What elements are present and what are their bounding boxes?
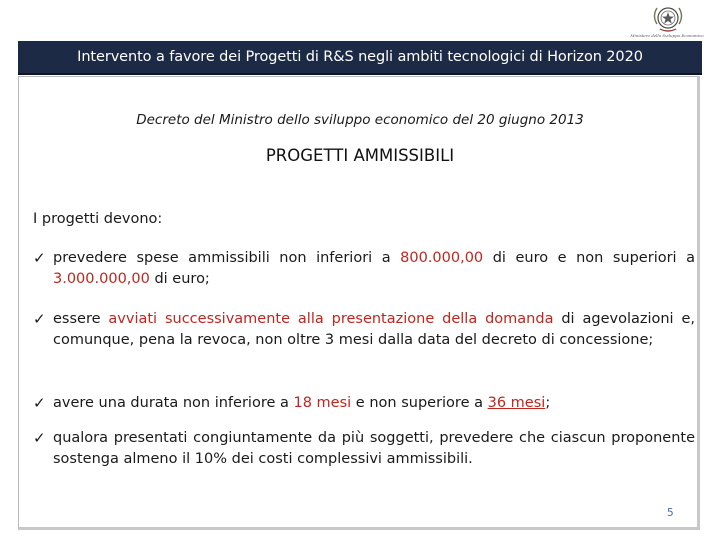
highlight-amount: 800.000,00 [400,250,484,266]
list-item-text: essere avviati successivamente alla presentazione della domanda di agevolazioni e, comunque, pena la revoca, non oltre 3 mesi dalla data del decreto di concessione; [53,311,695,348]
highlight-amount: 3.000.000,00 [53,271,150,287]
list-item-text: prevedere spese ammissibili non inferiori a 800.000,00 di euro e non superiori a 3.000.000,00 di euro; [53,250,696,287]
emblem-caption: Ministero dello Sviluppo Economico [630,33,704,38]
list-item [33,309,695,351]
checkmark-icon: ✓ [33,429,46,447]
checkmark-icon: ✓ [33,310,46,328]
highlight-duration: 18 mesi [293,395,352,411]
intro-text: I progetti devono: [33,211,163,227]
page-number: 5 [667,507,674,519]
page-title-bar [18,41,702,75]
checkmark-icon: ✓ [33,394,46,412]
section-heading: PROGETTI AMMISSIBILI [265,146,455,165]
list-item [33,248,695,290]
checkmark-icon: ✓ [33,249,46,267]
decree-subtitle: Decreto del Ministro dello sviluppo economico del 20 giugno 2013 [136,112,584,128]
list-item [33,428,695,470]
list-item-text: qualora presentati congiuntamente da più soggetti, prevedere che ciascun proponente sostenga almeno il 10% dei costi complessivi ammissibili. [53,430,695,467]
list-item [33,393,695,414]
highlight-phrase: avviati successivamente alla presentazione della domanda [108,311,554,327]
highlight-duration: 36 mesi [487,395,546,411]
list-item-text: avere una durata non inferiore a 18 mesi e non superiore a 36 mesi; [53,395,551,411]
page-title: Intervento a favore dei Progetti di R&S negli ambiti tecnologici di Horizon 2020 [77,49,643,65]
